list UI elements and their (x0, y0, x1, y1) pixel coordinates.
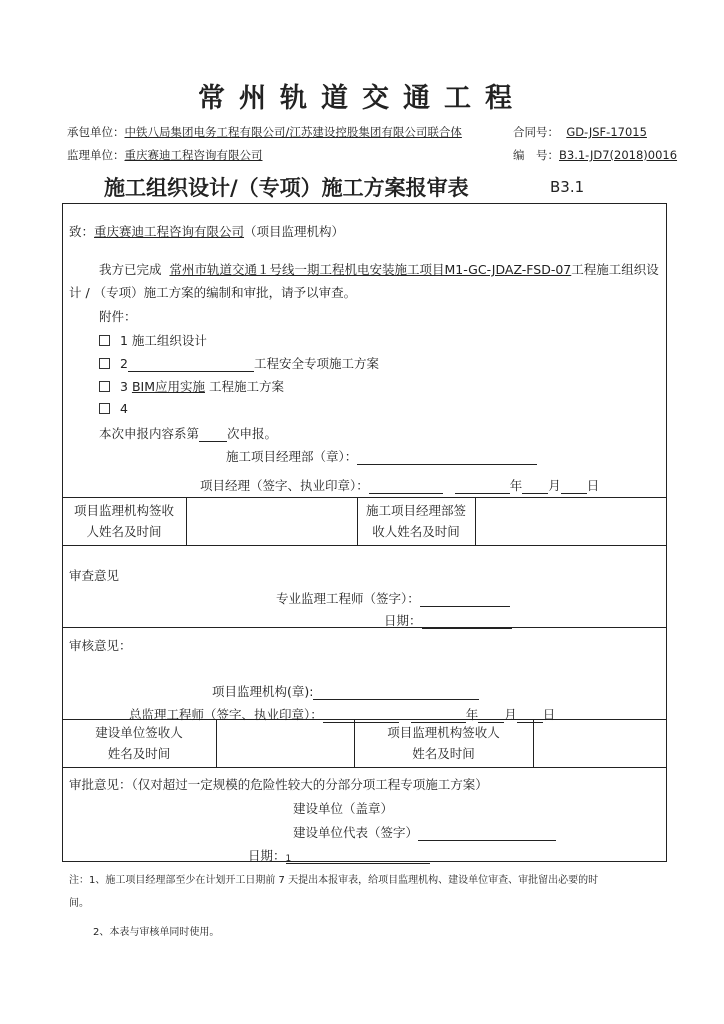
year-label: 年 (509, 478, 523, 493)
engineer-signature-label: 专业监理工程师（签字）： (276, 591, 420, 606)
manager-signature-label: 项目经理（签字、执业印章）： (200, 478, 369, 493)
blank-line (455, 479, 510, 494)
chief-signature (129, 705, 555, 723)
attachment-item-3-label: 工程施工方案 (208, 379, 284, 394)
blank-line (478, 708, 504, 723)
label-line: 项目监理机构签收人 (387, 725, 500, 740)
attachment-item-3-number: 3 (120, 379, 128, 394)
document-title: 常州轨道交通工程 (198, 83, 526, 114)
addressee-row (69, 222, 344, 240)
approval-opinion-title: 审批意见：（仅对超过一定规模的危险性较大的分部分项工程专项施工方案） (69, 777, 488, 792)
statement-suffix: 工程施工组织设 (571, 262, 659, 277)
attachment-item-4[interactable] (99, 401, 128, 416)
attachment-item-1-label: 1 施工组织设计 (120, 333, 207, 348)
owner-receipt-label (62, 722, 216, 764)
date-fill: 1 (285, 854, 292, 864)
contractor-value: 中铁八局集团电务工程有限公司/江苏建设控股集团有限公司联合体 (124, 125, 462, 139)
blank-line (422, 614, 512, 629)
label-line: 姓名及时间 (107, 746, 171, 761)
blank-line (418, 826, 556, 841)
day-label: 日 (542, 707, 556, 722)
report-count-prefix: 本次申报内容系第 (99, 426, 200, 441)
form-title: 施工组织设计/（专项）施工方案报审表 (104, 176, 469, 200)
note-1: 注：1、施工项目经理部至少在计划开工日期前 7 天提出本报审表，给项目监理机构、建设单位审查、审批留出必要的时 (69, 875, 599, 886)
divider (216, 719, 217, 767)
attachment-item-3[interactable] (99, 377, 284, 395)
statement-line-2: 计 / （专项）施工方案的编制和审批，请予以审查。 (69, 285, 357, 300)
supervisor-label: 监理单位： (67, 148, 125, 162)
note-2: 2、本表与审核单同时使用。 (93, 927, 220, 938)
label-line: 建设单位签收人 (95, 725, 183, 740)
day-label: 日 (586, 478, 600, 493)
divider (186, 497, 187, 545)
review-opinion-title: 审查意见 (69, 568, 120, 583)
attachment-item-2-label: 工程安全专项施工方案 (253, 356, 379, 371)
contractor-receipt-label (357, 500, 475, 542)
blank-line (369, 479, 443, 494)
submission-statement (99, 260, 659, 278)
blank-line (199, 427, 227, 442)
attachment-label: 附件： (99, 309, 137, 324)
addressee-prefix: 致： (69, 224, 95, 239)
blank-line (323, 708, 399, 723)
owner-rep-signature (293, 823, 556, 841)
supervision-receipt-label (62, 500, 186, 542)
contract-number (513, 124, 647, 140)
owner-rep-label: 建设单位代表（签字） (293, 825, 419, 840)
month-label: 月 (504, 707, 517, 722)
supervision-receipt-label-2 (354, 722, 533, 764)
report-count (99, 424, 277, 442)
addressee-suffix: （项目监理机构） (244, 224, 345, 239)
year-label: 年 (465, 707, 479, 722)
divider (62, 767, 667, 768)
blank-line (561, 479, 587, 494)
blank-line (313, 685, 479, 700)
note-1-continued: 间。 (69, 898, 89, 909)
contractor-row (67, 124, 462, 140)
report-count-suffix: 次申报。 (227, 426, 278, 441)
owner-seal-label: 建设单位（盖章） (293, 801, 394, 816)
contractor-seal-label: 施工项目经理部（章）： (226, 449, 358, 464)
divider (62, 497, 667, 498)
serial-value: B3.1-JD7(2018)0016 (559, 148, 678, 162)
attachment-item-3-value: BIM应用实施 (131, 379, 205, 394)
engineer-signature (276, 589, 510, 607)
serial-number (513, 147, 677, 163)
chief-signature-label: 总监理工程师（签字、执业印章）： (129, 707, 323, 722)
blank-line (517, 708, 543, 723)
blank-line (286, 849, 430, 864)
attachment-item-2-number: 2 (120, 356, 128, 371)
month-label: 月 (548, 478, 561, 493)
blank-line (420, 592, 510, 607)
supervision-seal (212, 682, 479, 700)
attachment-item-2[interactable] (99, 354, 379, 372)
supervisor-row (67, 147, 263, 163)
label-line: 姓名及时间 (412, 746, 475, 761)
divider (62, 545, 667, 546)
blank-line (128, 357, 254, 372)
manager-signature (200, 476, 599, 494)
review-date (384, 611, 512, 629)
blank-line (522, 479, 548, 494)
approval-date-label: 日期： (248, 848, 286, 863)
divider (533, 719, 534, 767)
approval-date (248, 846, 430, 864)
contractor-label: 承包单位： (67, 125, 125, 139)
label-line: 人姓名及时间 (86, 524, 162, 539)
checkbox-icon[interactable] (99, 358, 110, 369)
attachment-item-4-number: 4 (120, 401, 128, 416)
checkbox-icon[interactable] (99, 335, 110, 346)
contractor-seal (226, 447, 537, 465)
divider (62, 627, 667, 628)
supervisor-value: 重庆赛迪工程咨询有限公司 (124, 148, 263, 162)
supervision-seal-label: 项目监理机构(章): (212, 684, 314, 699)
attachment-item-1[interactable] (99, 331, 207, 349)
label-line: 施工项目经理部签 (365, 503, 466, 518)
label-line: 收人姓名及时间 (372, 524, 460, 539)
audit-opinion-title: 审核意见： (69, 638, 132, 653)
checkbox-icon[interactable] (99, 381, 110, 392)
checkbox-icon[interactable] (99, 403, 110, 414)
contract-number-value: GD-JSF-17015 (566, 125, 647, 139)
form-code: B3.1 (550, 178, 585, 196)
blank-line (357, 450, 537, 465)
statement-prefix: 我方已完成 (99, 262, 162, 277)
blank-line (411, 708, 466, 723)
divider (475, 497, 476, 545)
addressee-value: 重庆赛迪工程咨询有限公司 (94, 224, 245, 239)
contract-number-label: 合同号： (513, 125, 559, 139)
label-line: 项目监理机构签收 (73, 503, 174, 518)
project-name: 常州市轨道交通１号线一期工程机电安装施工项目M1-GC-JDAZ-FSD-07 (169, 262, 572, 277)
review-date-label: 日期： (384, 613, 422, 628)
serial-label: 编 号： (513, 148, 559, 162)
